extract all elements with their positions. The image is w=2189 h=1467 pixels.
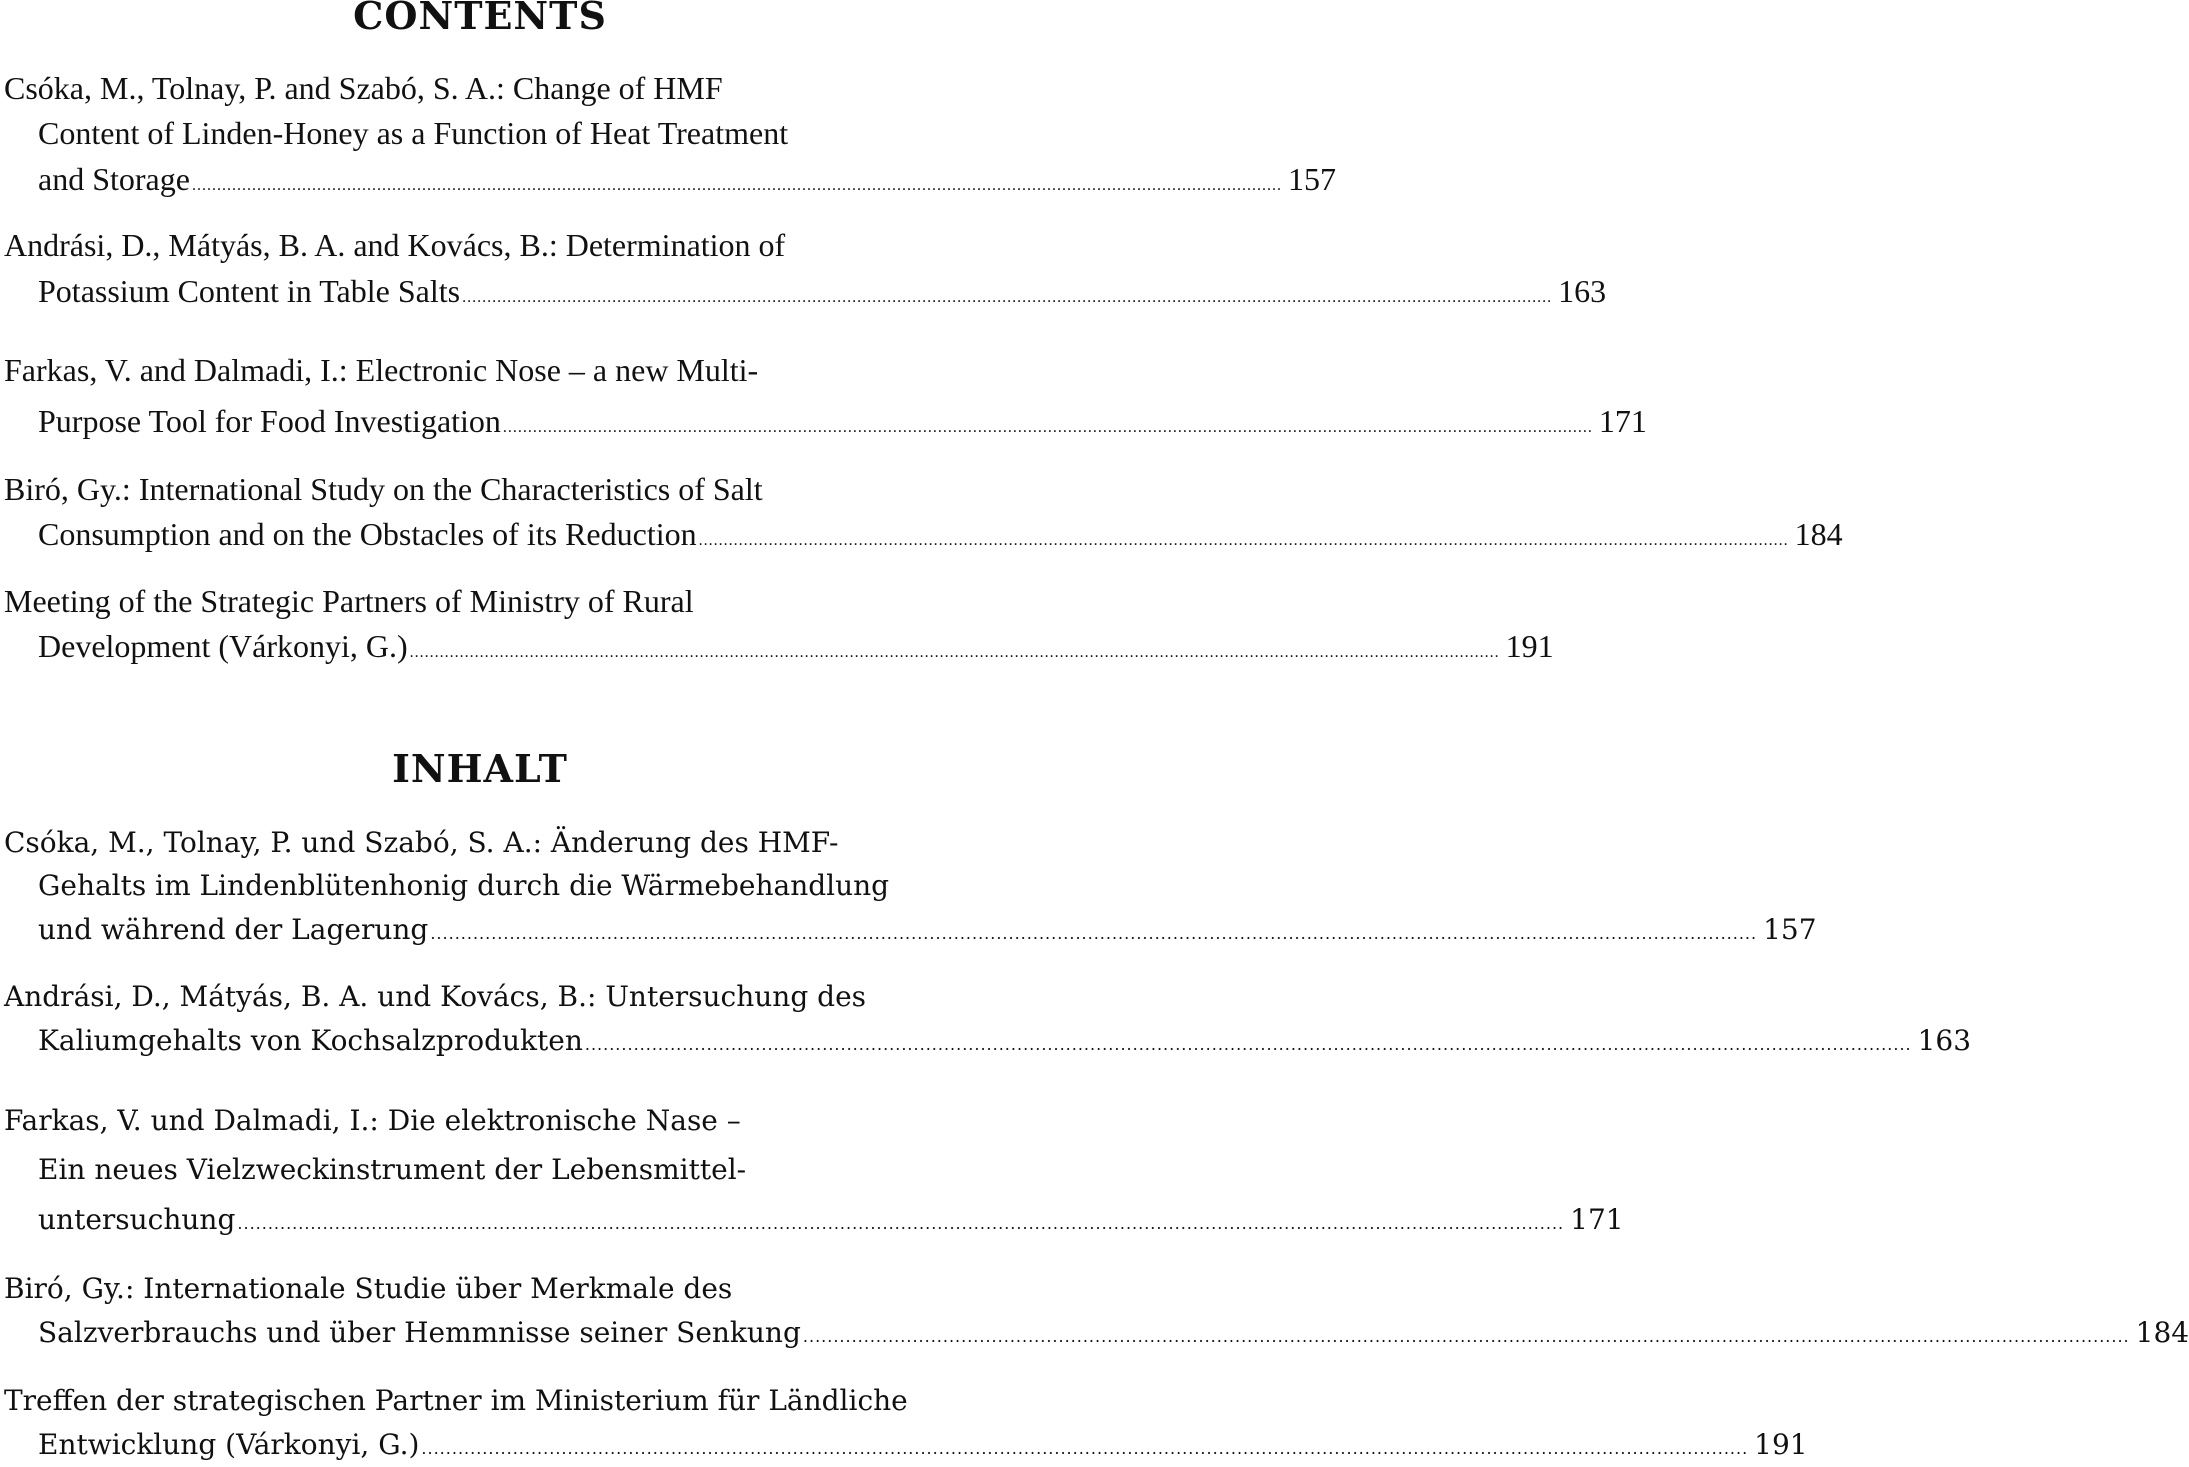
inhalt-entry-1-line-2: Gehalts im Lindenblütenhonig durch die Wärmebehandlung	[38, 869, 890, 902]
leader-dots	[803, 1319, 2130, 1355]
inhalt-entry-1-line-3	[38, 912, 1817, 952]
contents-entry-1-page[interactable]: 157	[1287, 161, 1336, 197]
leader-dots	[699, 523, 1789, 559]
inhalt-entry-4-line-1: Biró, Gy.: Internationale Studie über Merkmale des	[4, 1272, 733, 1305]
contents-entry-1-line-3	[38, 161, 1336, 204]
inhalt-heading: INHALT	[392, 746, 568, 791]
leader-dots	[421, 1431, 1748, 1467]
inhalt-entry-5-line-1: Treffen der strategischen Partner im Ministerium für Ländliche	[4, 1384, 908, 1417]
contents-entry-4-line-1: Biró, Gy.: International Study on the Characteristics of Salt	[4, 471, 763, 507]
inhalt-entry-3-title-end: untersuchung	[38, 1203, 236, 1236]
inhalt-entry-3-line-2: Ein neues Vielzweckinstrument der Lebensmittel-	[38, 1153, 747, 1186]
inhalt-entry-2-line-2	[38, 1023, 1972, 1063]
contents-entry-4-line-2	[38, 516, 1843, 559]
contents-heading: CONTENTS	[353, 0, 607, 38]
contents-entry-2-page[interactable]: 163	[1558, 273, 1607, 309]
leader-dots	[192, 168, 1282, 204]
inhalt-entry-2-line-1: Andrási, D., Mátyás, B. A. und Kovács, B.: Untersuchung des	[4, 980, 867, 1013]
contents-entry-5-line-1: Meeting of the Strategic Partners of Ministry of Rural	[4, 583, 694, 619]
contents-entry-5-page[interactable]: 191	[1505, 628, 1554, 664]
inhalt-entry-1-line-1: Csóka, M., Tolnay, P. und Szabó, S. A.: Änderung des HMF-	[4, 826, 839, 859]
leader-dots	[503, 410, 1593, 446]
inhalt-entry-4-title-end: Salzverbrauchs und über Hemmnisse seiner Senkung	[38, 1316, 801, 1349]
contents-entry-3-title-end: Purpose Tool for Food Investigation	[38, 403, 501, 439]
contents-entry-2-title-end: Potassium Content in Table Salts	[38, 273, 461, 309]
inhalt-entry-3-line-3	[38, 1202, 1624, 1242]
leader-dots	[430, 916, 1757, 952]
inhalt-entry-3-line-1: Farkas, V. und Dalmadi, I.: Die elektronische Nase –	[4, 1104, 741, 1137]
leader-dots	[410, 635, 1500, 671]
leader-dots	[237, 1206, 1564, 1242]
inhalt-entry-2-page[interactable]: 163	[1917, 1024, 1972, 1057]
inhalt-entry-4-line-2	[38, 1315, 2189, 1355]
inhalt-entry-4-page[interactable]: 184	[2135, 1316, 2189, 1349]
inhalt-entry-5-page[interactable]: 191	[1754, 1428, 1808, 1461]
contents-entry-3-line-1: Farkas, V. and Dalmadi, I.: Electronic Nose – a new Multi-	[4, 352, 759, 388]
contents-entry-1-line-2: Content of Linden-Honey as a Function of Heat Treatment	[38, 115, 789, 151]
inhalt-entry-5-title-end: Entwicklung (Várkonyi, G.)	[38, 1428, 420, 1461]
contents-entry-3-line-2	[38, 403, 1647, 446]
contents-entry-4-title-end: Consumption and on the Obstacles of its Reduction	[38, 516, 697, 552]
contents-entry-5-title-end: Development (Várkonyi, G.)	[38, 628, 408, 664]
inhalt-entry-5-line-2	[38, 1427, 1808, 1467]
inhalt-entry-3-page[interactable]: 171	[1570, 1203, 1624, 1236]
inhalt-entry-1-page[interactable]: 157	[1763, 913, 1817, 946]
leader-dots	[585, 1027, 1912, 1063]
leader-dots	[462, 280, 1552, 316]
contents-entry-1-title-end: and Storage	[38, 161, 190, 197]
contents-entry-2-line-2	[38, 273, 1607, 316]
contents-entry-5-line-2	[38, 628, 1554, 671]
contents-entry-2-line-1: Andrási, D., Mátyás, B. A. and Kovács, B.: Determination of	[4, 227, 786, 263]
contents-entry-3-page[interactable]: 171	[1598, 403, 1647, 439]
contents-entry-1-line-1: Csóka, M., Tolnay, P. and Szabó, S. A.: Change of HMF	[4, 70, 723, 106]
inhalt-entry-1-title-end: und während der Lagerung	[38, 913, 429, 946]
inhalt-entry-2-title-end: Kaliumgehalts von Kochsalzprodukten	[38, 1024, 583, 1057]
contents-entry-4-page[interactable]: 184	[1794, 516, 1843, 552]
